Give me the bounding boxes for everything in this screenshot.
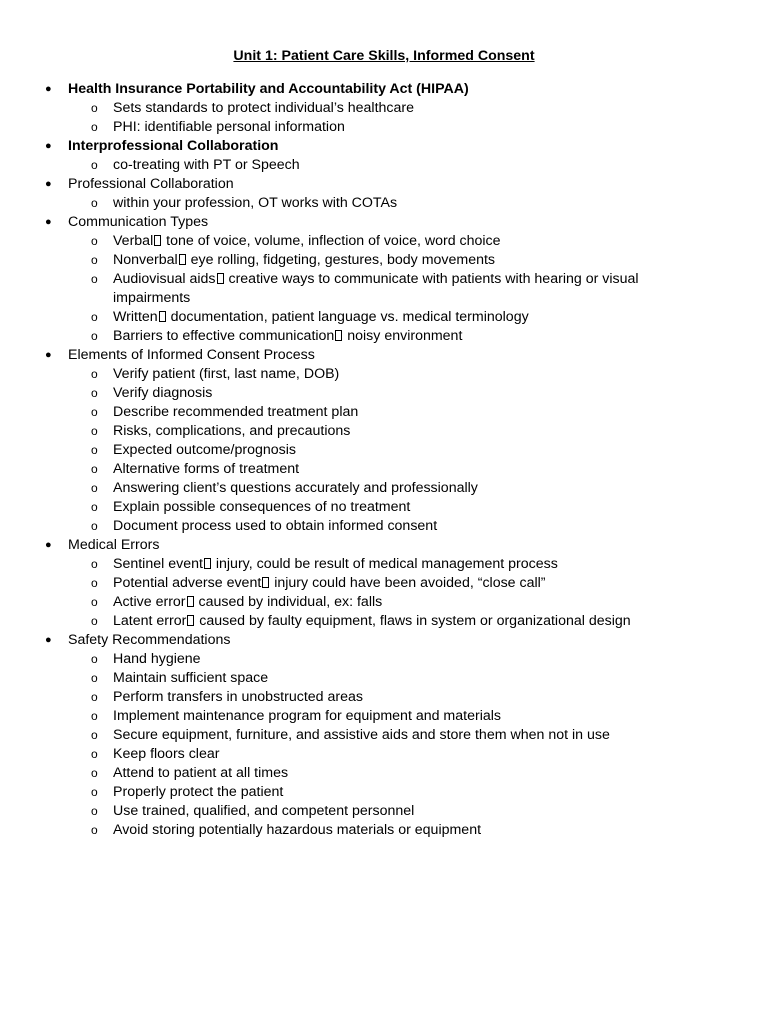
list-item-text: Audiovisual aids xyxy=(113,271,216,287)
list-item xyxy=(0,327,768,346)
bullet-marker: ● xyxy=(45,178,52,190)
list-item xyxy=(0,232,768,251)
list-item-detail: injury, could be result of medical management process xyxy=(211,556,558,572)
sub-bullet-marker: o xyxy=(91,310,98,324)
section-heading-text: Interprofessional Collaboration xyxy=(68,138,279,154)
sub-bullet-marker: o xyxy=(91,101,98,115)
section-heading-text: Communication Types xyxy=(68,214,209,230)
list-item xyxy=(0,707,768,726)
missing-glyph-icon xyxy=(154,235,161,246)
list-item xyxy=(0,251,768,270)
list-item xyxy=(0,821,768,840)
list-item-text: Use trained, qualified, and competent personnel xyxy=(113,803,415,819)
bullet-marker: ● xyxy=(45,140,52,152)
list-item xyxy=(0,99,768,118)
missing-glyph-icon xyxy=(179,254,186,265)
list-item xyxy=(0,593,768,612)
list-item xyxy=(0,498,768,517)
list-item xyxy=(0,118,768,137)
list-item-text: Hand hygiene xyxy=(113,651,201,667)
list-item-text: Properly protect the patient xyxy=(113,784,284,800)
list-item-text: PHI: identifiable personal information xyxy=(113,119,345,135)
sub-bullet-marker: o xyxy=(91,785,98,799)
sub-bullet-marker: o xyxy=(91,481,98,495)
list-item-detail: noisy environment xyxy=(343,328,463,344)
list-item xyxy=(0,403,768,422)
list-item xyxy=(0,365,768,384)
bullet-marker: ● xyxy=(45,634,52,646)
list-item xyxy=(0,479,768,498)
list-item xyxy=(0,802,768,821)
sub-bullet-marker: o xyxy=(91,595,98,609)
section-heading-text: Safety Recommendations xyxy=(68,632,231,648)
list-item xyxy=(0,555,768,574)
sub-bullet-marker: o xyxy=(91,424,98,438)
list-item-detail: caused by individual, ex: falls xyxy=(194,594,383,610)
list-item xyxy=(0,783,768,802)
sub-bullet-marker: o xyxy=(91,386,98,400)
list-item-text: Maintain sufficient space xyxy=(113,670,269,686)
sub-bullet-marker: o xyxy=(91,747,98,761)
sub-bullet-marker: o xyxy=(91,500,98,514)
section-heading-text: Elements of Informed Consent Process xyxy=(68,347,315,363)
section-heading-text: Medical Errors xyxy=(68,537,160,553)
section-heading-text: Professional Collaboration xyxy=(68,176,234,192)
list-item xyxy=(0,726,768,745)
sub-bullet-marker: o xyxy=(91,405,98,419)
list-item-text: Barriers to effective communication xyxy=(113,328,335,344)
list-item-text: Nonverbal xyxy=(113,252,178,268)
list-item xyxy=(0,669,768,688)
sub-bullet-marker: o xyxy=(91,120,98,134)
list-item-text: Active error xyxy=(113,594,186,610)
sub-bullet-marker: o xyxy=(91,272,98,286)
missing-glyph-icon xyxy=(159,311,166,322)
list-item xyxy=(0,764,768,783)
list-item-text: Alternative forms of treatment xyxy=(113,461,300,477)
list-item-text: co-treating with PT or Speech xyxy=(113,157,300,173)
list-item xyxy=(0,612,768,631)
sub-bullet-marker: o xyxy=(91,576,98,590)
list-item xyxy=(0,270,768,308)
section-heading-text: Health Insurance Portability and Accountability Act (HIPAA) xyxy=(68,81,469,97)
missing-glyph-icon xyxy=(262,577,269,588)
missing-glyph-icon xyxy=(187,615,194,626)
section-heading xyxy=(0,213,768,232)
sub-bullet-marker: o xyxy=(91,234,98,248)
list-item xyxy=(0,441,768,460)
sub-bullet-marker: o xyxy=(91,367,98,381)
sub-bullet-marker: o xyxy=(91,253,98,267)
sub-bullet-marker: o xyxy=(91,329,98,343)
list-item-text: Secure equipment, furniture, and assistive aids and store them when not in use xyxy=(113,727,610,743)
list-item-text: Expected outcome/prognosis xyxy=(113,442,296,458)
list-item xyxy=(0,384,768,403)
sub-bullet-marker: o xyxy=(91,671,98,685)
page-title: Unit 1: Patient Care Skills, Informed Consent xyxy=(233,48,535,64)
bullet-marker: ● xyxy=(45,216,52,228)
bullet-marker: ● xyxy=(45,539,52,551)
section-heading xyxy=(0,137,768,156)
list-item-text: Describe recommended treatment plan xyxy=(113,404,359,420)
sub-bullet-marker: o xyxy=(91,728,98,742)
sub-bullet-marker: o xyxy=(91,804,98,818)
list-item xyxy=(0,517,768,536)
section-heading xyxy=(0,631,768,650)
missing-glyph-icon xyxy=(335,330,342,341)
list-item xyxy=(0,194,768,213)
list-item-text: Sentinel event xyxy=(113,556,203,572)
list-item-text: within your profession, OT works with COTAs xyxy=(113,195,398,211)
sub-bullet-marker: o xyxy=(91,158,98,172)
list-item-detail: eye rolling, fidgeting, gestures, body movements xyxy=(186,252,496,268)
sub-bullet-marker: o xyxy=(91,614,98,628)
list-item-text: Answering client’s questions accurately and professionally xyxy=(113,480,478,496)
bullet-marker: ● xyxy=(45,83,52,95)
section-heading xyxy=(0,536,768,555)
list-item-text: Verify patient (first, last name, DOB) xyxy=(113,366,340,382)
list-item-detail: injury could have been avoided, “close call” xyxy=(270,575,546,591)
section-heading xyxy=(0,80,768,99)
sub-bullet-marker: o xyxy=(91,709,98,723)
list-item-text: Risks, complications, and precautions xyxy=(113,423,351,439)
missing-glyph-icon xyxy=(187,596,194,607)
bullet-marker: ● xyxy=(45,349,52,361)
list-item-text: Verbal xyxy=(113,233,154,249)
sub-bullet-marker: o xyxy=(91,690,98,704)
list-item-text: Perform transfers in unobstructed areas xyxy=(113,689,363,705)
list-item-text: Latent error xyxy=(113,613,187,629)
list-item xyxy=(0,460,768,479)
list-item-text: Avoid storing potentially hazardous materials or equipment xyxy=(113,822,482,838)
list-item-detail: creative ways to communicate with patients with hearing or visual impairments xyxy=(113,271,639,306)
sub-bullet-marker: o xyxy=(91,557,98,571)
sub-bullet-marker: o xyxy=(91,443,98,457)
list-item xyxy=(0,156,768,175)
missing-glyph-icon xyxy=(217,273,224,284)
list-item-text: Explain possible consequences of no treatment xyxy=(113,499,411,515)
sub-bullet-marker: o xyxy=(91,766,98,780)
list-item-detail: caused by faulty equipment, flaws in system or organizational design xyxy=(195,613,631,629)
section-heading xyxy=(0,346,768,365)
list-item-text: Keep floors clear xyxy=(113,746,220,762)
list-item xyxy=(0,688,768,707)
list-item-text: Written xyxy=(113,309,158,325)
sub-bullet-marker: o xyxy=(91,823,98,837)
list-item xyxy=(0,308,768,327)
list-item xyxy=(0,745,768,764)
list-item xyxy=(0,650,768,669)
sub-bullet-marker: o xyxy=(91,196,98,210)
missing-glyph-icon xyxy=(204,558,211,569)
list-item-text: Potential adverse event xyxy=(113,575,262,591)
sub-bullet-marker: o xyxy=(91,519,98,533)
sub-bullet-marker: o xyxy=(91,652,98,666)
list-item xyxy=(0,574,768,593)
sub-bullet-marker: o xyxy=(91,462,98,476)
section-heading xyxy=(0,175,768,194)
list-item-text: Sets standards to protect individual’s healthcare xyxy=(113,100,415,116)
list-item-text: Attend to patient at all times xyxy=(113,765,289,781)
outline-list xyxy=(0,80,768,840)
list-item-text: Implement maintenance program for equipment and materials xyxy=(113,708,501,724)
list-item-text: Document process used to obtain informed consent xyxy=(113,518,438,534)
list-item-text: Verify diagnosis xyxy=(113,385,213,401)
list-item-detail: documentation, patient language vs. medical terminology xyxy=(166,309,529,325)
list-item-detail: tone of voice, volume, inflection of voice, word choice xyxy=(162,233,501,249)
list-item xyxy=(0,422,768,441)
